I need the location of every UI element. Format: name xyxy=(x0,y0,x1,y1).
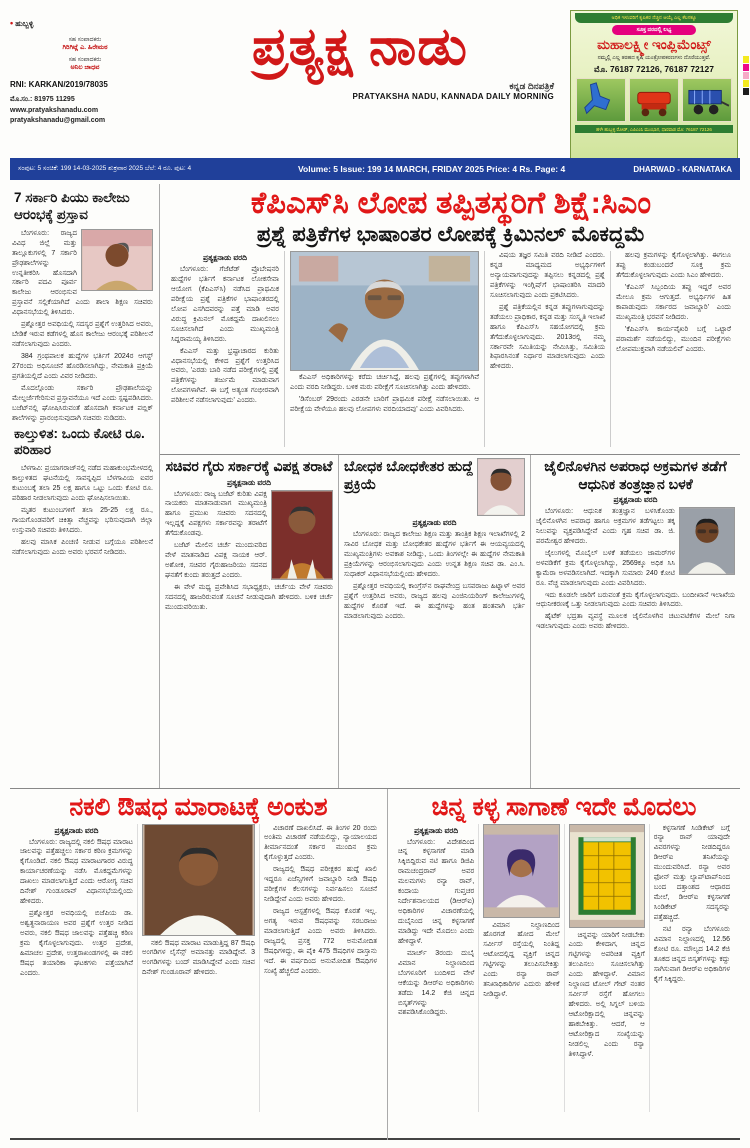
article-headline: ನಕಲಿ ಔಷಧ ಮಾರಾಟಕ್ಕೆ ಅಂಕುಶ xyxy=(69,793,328,821)
tagline-block xyxy=(160,81,560,101)
article-body: ಕಳ್ಳಸಾಗಣೆ ಸಿಂಡಿಕೇಟ್ ಬಗ್ಗೆ ರನ್ಯಾ ರಾವ್ ಯಾವುದೇ ವಿವರಗಳನ್ನು ನೀಡದಿದ್ದರೂ ಡಿಆರ್‌ಐ ತನಿಖೆಯನ್ನು ಮುಂದುವರಿಸಿದೆ. ರನ್ಯಾ ಅವರ ಫೋನ್ ಮತ್ತು ಲ್ಯಾಪ್‌ಟಾಪ್‌ನಿಂದ ಬಂದ ದತ್ತಾಂಶದ ಆಧಾರದ ಮೇಲೆ, ಡಿಆರ್‌ಐ ಕಳ್ಳಸಾಗಣೆ ಸಿಂಡಿಕೇಟ್ ಸದಸ್ಯರನ್ನು ಪತ್ತೆಹಚ್ಚಿದೆ. ನಟಿ ರನ್ಯಾ ಬೆಂಗಳೂರು ವಿಮಾನ ನಿಲ್ದಾಣದಲ್ಲಿ 12.56 ಕೋಟಿ ರೂ. ಮೌಲ್ಯದ 14.2 ಕೆಜಿ ತೂಕದ ಚಿನ್ನದ ಬಿಸ್ಕತ್‌ಗಳನ್ನು ಕದ್ದು ಸಾಗಿಸುವಾಗ ಡಿಆರ್‌ಐ ಅಧಿಕಾರಿಗಳ ಕೈಗೆ ಸಿಕ್ಕಿದ್ದರು. xyxy=(653,824,730,983)
gs-col-3 xyxy=(564,824,649,1112)
lead-headline: ಕೆಪಿಎಸ್‌ಸಿ ಲೋಪ ತಪ್ಪಿತಸ್ಥರಿಗೆ ಶಿಕ್ಷೆ:ಸಿಎಂ xyxy=(250,185,652,220)
article-minister-absent xyxy=(160,455,338,788)
edition-info-bar xyxy=(10,158,740,180)
fm-col-3 xyxy=(259,824,381,1112)
color-mark-yellow2 xyxy=(743,80,749,87)
info-english: Volume: 5 Issue: 199 14 MARCH, FRIDAY 2025 Price: 4 Rs. Page: 4 xyxy=(298,164,566,174)
masthead-header xyxy=(0,0,750,156)
article-teaching-posts xyxy=(338,455,530,788)
print-registration-marks xyxy=(743,56,749,96)
ad-ribbon: ಸೂಕ್ತ ದರದಲ್ಲಿ ಲಭ್ಯ xyxy=(612,25,696,35)
minister-sudhakar-photo xyxy=(477,458,525,516)
tagline-english: PRATYAKSHA NADU, KANNADA DAILY MORNING xyxy=(352,91,554,101)
staff-entry xyxy=(10,57,160,72)
gs-col-4 xyxy=(649,824,734,1112)
color-mark-black xyxy=(743,88,749,95)
article-headline: ಕಾಲ್ತುಳಿತ: ಒಂದು ಕೋಟಿ ರೂ. ಪರಿಹಾರ xyxy=(14,425,145,458)
article-headline: 7 ಸರ್ಕಾರಿ ಪಿಯು ಕಾಲೇಜು ಆರಂಭಕ್ಕೆ ಪ್ರಸ್ತಾವ xyxy=(14,190,130,222)
gs-col-2 xyxy=(478,824,563,1112)
ad-top-line: ಅಧಿಕ ಇಳುವರಿಗೆ ಕೃಷಿಕರ ನೆಚ್ಚಿನ ಆಯ್ಕೆ ಎಲ್ಲ ಕೆಲಸಕ್ಕೂ xyxy=(575,13,733,23)
color-mark-pink xyxy=(743,72,749,79)
article-body: ಬೆಳಗಾವಿ: ಪ್ರಯಾಗರಾಜ್‌ನಲ್ಲಿ ನಡೆದ ಮಹಾಕುಂಭಮೇಳದಲ್ಲಿ ಕಾಲ್ತುಳಿತದ ಘಟನೆಯಲ್ಲಿ ಸಾವನ್ನಪ್ಪಿದ ಬೆಳಗಾವಿಯ ಐವರ ಕುಟುಂಬಕ್ಕೆ ತಲಾ 25 ಲಕ್ಷ ಹಾಗೂ ಒಟ್ಟು ಒಂದು ಕೋಟಿ ರೂ. ಪರಿಹಾರ ನೀಡಲಾಗುವುದು ಎಂದು ಘೋಷಿಸಲಾಯಿತು. ಮೃತರ ಕುಟುಂಬಗಳಿಗೆ ತಲಾ 25-25 ಲಕ್ಷ ರೂ., ಗಾಯಗೊಂಡವರಿಗೆ ಚಿಕಿತ್ಸಾ ವೆಚ್ಚವನ್ನು ಭರಿಸುವುದಾಗಿ ಜಿಲ್ಲಾ ಉಸ್ತುವಾರಿ ಸಚಿವರು ತಿಳಿಸಿದರು. ಹಲವು ಮಾಸಿಕ ಪಿಂಚಣಿ ನೀಡುವ ಬಗ್ಗೆಯೂ ಪರಿಶೀಲನೆ ನಡೆಸಲಾಗುವುದು ಎಂದು ಅವರು ಭರವಸೆ ನೀಡಿದರು. xyxy=(12,465,153,556)
left-column xyxy=(10,184,160,788)
staff-name: ಗಿರಿಗಿಟ್ಲೆ ಎ. ಹಿರೇಮಠ xyxy=(62,44,108,51)
article-headline: ಜೈಲಿನೊಳಗಿನ ಅಪರಾಧ ಅಕ್ರಮಗಳ ತಡೆಗೆ ಆಧುನಿಕ ತಂತ್ರಜ್ಞಾನ ಬಳಕೆ xyxy=(544,458,727,492)
bottom-row xyxy=(10,788,740,1140)
article-columns xyxy=(16,824,381,1112)
color-mark-magenta xyxy=(743,64,749,71)
phone-number: ಮೊ.ಸಂ.: 81975 11295 xyxy=(10,96,75,103)
ad-description: ನಮ್ಮಲ್ಲಿ ಎಲ್ಲ ತರಹದ ಕೃಷಿ ಯಂತ್ರೋಪಕರಣಗಳು ದೊರೆಯುತ್ತವೆ. xyxy=(597,55,711,61)
info-place: DHARWAD - KARNATAKA xyxy=(633,164,732,174)
ad-address-line: ಹಳೇ ಹುಬ್ಬಳ್ಳಿ ರೋಡ್, ಎಪಿಎಂಸಿ ಮುಂಭಾಗ, ಧಾರವಾಡ ಮೊ: 76187 72126 xyxy=(575,125,733,133)
tagline-kannada: ಕನ್ನಡ ದಿನಪತ್ರಿಕೆ xyxy=(509,80,554,91)
lead-col-2 xyxy=(284,251,484,447)
article-headline: ಸಚಿವರ ಗೈರು ಸರ್ಕಾರಕ್ಕೆ ವಿಪಕ್ಷ ತರಾಟೆ xyxy=(165,458,333,474)
staff-entry xyxy=(10,37,160,52)
staff-name: ಅನಿಲ ಜಾಧವ xyxy=(70,64,100,71)
article-body: ಬೆಂಗಳೂರು: ಆಧುನಿಕ ತಂತ್ರಜ್ಞಾನ ಬಳಸಿಕೊಂಡು ಜೈಲಿನೊಳಗಿನ ಅಪರಾಧ ಹಾಗೂ ಅಕ್ರಮಗಳ ತಡೆಗಟ್ಟಲು ತಕ್ಕ ನಿಲುವನ್ನು ವ್ಯಕ್ತಪಡಿಸಿದ್ದೇವೆ ಎಂದು ಗೃಹ ಸಚಿವ ಡಾ. ಜಿ. ಪರಮೇಶ್ವರ ಹೇಳಿದರು. ಜೈಲುಗಳಲ್ಲಿ ಮೊಬೈಲ್ ಬಳಕೆ ತಡೆಯಲು ಜಾಮರ್‌ಗಳ ಅಳವಡಿಕೆಗೆ ಕ್ರಮ ಕೈಗೊಳ್ಳಲಾಗಿದ್ದು, 2569ಕ್ಕೂ ಅಧಿಕ ಸಿಸಿ ಕ್ಯಾಮೆರಾ ಅಳವಡಿಸಲಾಗಿದೆ. ಇದಕ್ಕಾಗಿ ಸುಮಾರು 240 ಕೋಟಿ ರೂ. ವೆಚ್ಚ ಮಾಡಲಾಗುವುದು ಎಂದು ವಿವರಿಸಿದರು. ಇದು ಕೂಡಲೇ ಜಾರಿಗೆ ಬರುವಂತೆ ಕ್ರಮ ಕೈಗೊಳ್ಳಲಾಗುವುದು. ಬಂದೀಖಾನೆ ಇಲಾಖೆಯ ಆಧುನೀಕರಣಕ್ಕೆ ಒತ್ತು ನೀಡಲಾಗುವುದು ಎಂದು ಸಚಿವರು ತಿಳಿಸಿದರು. ಹೈಟೆಕ್ ಭದ್ರತಾ ವ್ಯವಸ್ಥೆ ಮೂಲಕ ಜೈಲಿನೊಳಗಿನ ಚಟುವಟಿಕೆಗಳ ಮೇಲೆ ನಿಗಾ ಇಡಲಾಗುವುದು ಎಂದು ಅವರು ಹೇಳಿದರು. xyxy=(536,508,735,631)
article-body: ಬೆಂಗಳೂರು: ರಾಜ್ಯದ ಕಾಲೇಜು ಶಿಕ್ಷಣ ಮತ್ತು ತಾಂತ್ರಿಕ ಶಿಕ್ಷಣ ಇಲಾಖೆಗಳಲ್ಲಿ 2 ಸಾವಿರ ಬೋಧಕ ಮತ್ತು ಬೋಧಕೇತರ ಹುದ್ದೆಗಳ ಭರ್ತಿಗೆ ಈ ಆಯವ್ಯಯದಲ್ಲಿ ಮುಖ್ಯಮಂತ್ರಿಗಳು ಅವಕಾಶ ನೀಡಿದ್ದು, ಒಂದು ತಿಂಗಳಲ್ಲೇ ಈ ಹುದ್ದೆಗಳ ನೇಮಕಾತಿ ಪ್ರಕ್ರಿಯೆಗಳನ್ನು ಆರಂಭಿಸಲಾಗುವುದು ಎಂದು ಉನ್ನತ ಶಿಕ್ಷಣ ಸಚಿವ ಡಾ. ಎಂ.ಸಿ. ಸುಧಾಕರ್ ವಿಧಾನಸಭೆಯಲ್ಲಿಂದು ಹೇಳಿದರು. ಪ್ರಶ್ನೋತ್ತರ ಅವಧಿಯಲ್ಲಿ ಕಾಂಗ್ರೆಸ್‌ನ ರಾಘವೇಂದ್ರ ಬಸವರಾಜು ಹಿಟ್ನಾಳ್ ಅವರ ಪ್ರಶ್ನೆಗೆ ಉತ್ತರಿಸಿದ ಅವರು, ರಾಜ್ಯದ ಹಲವು ಎಂಜಿನಿಯರಿಂಗ್ ಕಾಲೇಜುಗಳಲ್ಲಿ ಹುದ್ದೆಗಳ ಕೊರತೆ ಇದೆ. ಈ ಹುದ್ದೆಗಳನ್ನು ಹಂತ ಹಂತವಾಗಿ ಭರ್ತಿ ಮಾಡಲಾಗುವುದು ಎಂದರು. xyxy=(344,531,525,620)
page-content xyxy=(10,184,740,1140)
byline: ಪ್ರತ್ಯಕ್ಷನಾಡು ವರದಿ xyxy=(203,253,247,263)
gs-col-1 xyxy=(394,824,478,1112)
ad-title: ಮಹಾಲಕ್ಷ್ಮೀ ಇಂಪ್ಲಿಮೆಂಟ್ಸ್ xyxy=(597,37,711,52)
cm-press-photo xyxy=(290,251,479,371)
fm-col-2 xyxy=(137,824,259,1112)
info-kannada: ಸಂಪುಟ: 5 ಸಂಚಿಕೆ: 199 14-03-2025 ಶುಕ್ರವಾರ 2025 ಬೆಲೆ: 4 ರೂ. ಪುಟ: 4 xyxy=(18,165,192,172)
lead-subheadline: ಪ್ರಶ್ನೆ ಪತ್ರಿಕೆಗಳ ಭಾಷಾಂತರ ಲೋಪಕ್ಕೆ ಕ್ರಿಮಿನಲ್ ಮೊಕದ್ದಮೆ xyxy=(256,223,646,247)
article-stampede xyxy=(12,426,153,558)
lead-col1-text: ಬೆಂಗಳೂರು: ಗೆಜೆಟೆಡ್ ಪ್ರೊಬೇಷನರಿ ಹುದ್ದೆಗಳ ಭರ್ತಿಗೆ ಕರ್ನಾಟಕ ಲೋಕಸೇವಾ ಆಯೋಗ (ಕೆಪಿಎಸ್‌ಸಿ) ನಡೆಸಿದ ಪ್ರಾಥಮಿಕ ಪರೀಕ್ಷೆಯ ಪ್ರಶ್ನೆ ಪತ್ರಿಕೆಗಳ ಭಾಷಾಂತರದಲ್ಲಿ ಲೋಪ ಎಸಗಿದವರನ್ನು ಪತ್ತೆ ಮಾಡಿ ಅವರ ವಿರುದ್ಧ ಕ್ರಿಮಿನಲ್ ಮೊಕದ್ದಮೆ ದಾಖಲಿಸಲು ಸೂಚಿಸಲಾಗಿದೆ ಎಂದು ಮುಖ್ಯಮಂತ್ರಿ ಸಿದ್ದರಾಮಯ್ಯ ತಿಳಿಸಿದರು. ಕೆಎಎಸ್ ಮತ್ತು ಭ್ರಷ್ಟಾಚಾರದ ಕುರಿತು ವಿಧಾನಸಭೆಯಲ್ಲಿ ಕೇಳಿದ ಪ್ರಶ್ನೆಗೆ ಉತ್ತರಿಸಿದ ಅವರು, 'ಎರಡು ಬಾರಿ ನಡೆದ ಪರೀಕ್ಷೆಗಳಲ್ಲಿ ಪ್ರಶ್ನೆ ಪತ್ರಿಕೆಗಳನ್ನು ತರ್ಜುಮೆ ಮಾಡುವಾಗ ಲೋಪಗಳಾಗಿವೆ. ಈ ಬಗ್ಗೆ ಅತ್ಯಂತ ಗಂಭೀರವಾಗಿ ಪರಿಶೀಲನೆ ನಡೆಸಲಾಗುವುದು' ಎಂದರು. xyxy=(171,266,279,405)
headline-with-photo xyxy=(344,458,525,516)
advertisement-mahalakshmi-implements xyxy=(570,10,738,162)
health-minister-photo xyxy=(142,824,255,936)
byline: ಪ್ರತ್ಯಕ್ಷನಾಡು ವರದಿ xyxy=(54,825,99,835)
ad-phone-numbers: ಮೊ. 76187 72126, 76187 72127 xyxy=(594,64,714,74)
opposition-leader-photo xyxy=(271,490,333,580)
rotavator-image xyxy=(629,78,679,122)
byline: ಪ್ರತ್ಯಕ್ಷನಾಡು ವರದಿ xyxy=(414,825,459,835)
article-lead-kpsc xyxy=(160,184,740,454)
byline: ಪ್ರತ್ಯಕ್ಷನಾಡು ವರದಿ xyxy=(412,518,457,527)
lead-col3-text: ವಿಷಯ ತಜ್ಞರ ಸಮಿತಿ ವರದಿ ನೀಡಿದೆ ಎಂದರು. ಕನ್ನಡ ಮಾಧ್ಯಮದ ಅಭ್ಯರ್ಥಿಗಳಿಗೆ ಅನ್ಯಾಯವಾಗುವುದನ್ನು ತಪ್ಪಿಸಲು ಕನ್ನಡದಲ್ಲಿ ಪ್ರಶ್ನೆ ಪತ್ರಿಕೆಗಳನ್ನು ಇಂಗ್ಲಿಷ್‌ಗೆ ಭಾಷಾಂತರಿಸಿ ಮಾದರಿ ಸೂಚಿಸಲಾಗುವುದು ಎಂದು ಪ್ರಕಟಿಸಿದರು. ಪ್ರಶ್ನೆ ಪತ್ರಿಕೆಯಲ್ಲಿನ ಕನ್ನಡ ತಪ್ಪುಗಳಾಗುವುದನ್ನು ತಡೆಯಲು ಪ್ರಾಧಿಕಾರ, ಕನ್ನಡ ಮತ್ತು ಸಂಸ್ಕೃತಿ ಇಲಾಖೆ ಹಾಗೂ ಕೆಪಿಎಸ್‌ಸಿ ಸಹಯೋಗದಲ್ಲಿ ಕ್ರಮ ತೆಗೆದುಕೊಳ್ಳಲಾಗುವುದು. 2013ರಲ್ಲಿ ನಮ್ಮ ಸರ್ಕಾರವೇ ಸಮಿತಿಯನ್ನು ನೇಮಿಸಿತ್ತು, ಸಮಿತಿಯ ಶಿಫಾರಸಿನಂತೆ ನಿರ್ಧಾರ ಮಾಡಲಾಗುವುದು ಎಂದು ಹೇಳಿದರು. xyxy=(490,252,605,371)
color-mark-yellow xyxy=(743,56,749,63)
trailer-image xyxy=(682,78,732,122)
home-minister-photo xyxy=(679,507,735,575)
ad-equipment-images xyxy=(571,75,737,122)
actress-ranya-rao-photo xyxy=(483,824,559,918)
article-body: ಬೆಂಗಳೂರು: ರಾಜ್ಯದಲ್ಲಿ ನಕಲಿ ಔಷಧ ಮಾರಾಟ ಜಾಲವನ್ನು ಪತ್ತೆಹಚ್ಚಲು ಸರ್ಕಾರ ಕಠಿಣ ಕ್ರಮಗಳನ್ನು ಕೈಗೊಂಡಿದೆ. ನಕಲಿ ಔಷಧ ಮಾರಾಟಗಾರರ ವಿರುದ್ಧ ಕಾರ್ಯಾಚರಣೆಯನ್ನು ನಡೆಸಿ ಮೊಕದ್ದಮೆಗಳನ್ನು ದಾಖಲು ಮಾಡಲಾಗುತ್ತಿದೆ ಎಂದು ಆರೋಗ್ಯ ಸಚಿವ ದಿನೇಶ್ ಗುಂಡೂರಾವ್ ವಿಧಾನಸಭೆಯಲ್ಲಿಂದು ಹೇಳಿದರು. ಪ್ರಶ್ನೋತ್ತರ ಅವಧಿಯಲ್ಲಿ ಬಿಜೆಪಿಯ ಡಾ. ಅಶ್ವತ್ಥನಾರಾಯಣ ಅವರ ಪ್ರಶ್ನೆಗೆ ಉತ್ತರ ನೀಡಿದ ಅವರು, ನಕಲಿ ಔಷಧ ಜಾಲವನ್ನು ಪತ್ತೆಹಚ್ಚಿ ಕಠಿಣ ಕ್ರಮ ಕೈಗೊಳ್ಳಲಾಗುವುದು. ಉತ್ತರ ಪ್ರದೇಶ, ಹಿಮಾಚಲ ಪ್ರದೇಶ, ಉತ್ತರಾಖಂಡಗಳಲ್ಲಿ ಈ ನಕಲಿ ಔಷಧ ತಯಾರಿಕಾ ಘಟಕಗಳು ಪತ್ತೆಯಾಗಿವೆ ಎಂದರು. xyxy=(20,838,133,977)
rni-number: RNI: KARKAN/2019/78035 xyxy=(10,80,108,89)
newspaper-title: ಪ್ರತ್ಯಕ್ಷ ನಾಡು xyxy=(252,18,468,76)
masthead-center xyxy=(160,20,560,101)
plough-image xyxy=(576,78,626,122)
staff-role: ಸಹ ಸಂಪಾದಕರು xyxy=(68,37,102,43)
article-body: ಬೆಂಗಳೂರು: ರಾಜ್ಯದ ವಿವಿಧ ಜಿಲ್ಲೆ ಮತ್ತು ತಾಲ್ಲೂಕುಗಳಲ್ಲಿ 7 ಸರ್ಕಾರಿ ಪ್ರೌಢಶಾಲೆಗಳನ್ನು ಉನ್ನತೀಕರಿಸಿ ಹೊಸದಾಗಿ ಸರ್ಕಾರಿ ಪದವಿ ಪೂರ್ವ ಕಾಲೇಜು ಆರಂಭಿಸುವ ಪ್ರಸ್ತಾವನೆ ಸಲ್ಲಿಕೆಯಾಗಿದೆ ಎಂದು ಶಾಲಾ ಶಿಕ್ಷಣ ಸಚಿವರು ವಿಧಾನಸಭೆಯಲ್ಲಿ ತಿಳಿಸಿದರು. ಪ್ರಶ್ನೋತ್ತರ ಅವಧಿಯಲ್ಲಿ ಸದಸ್ಯರ ಪ್ರಶ್ನೆಗೆ ಉತ್ತರಿಸಿದ ಅವರು, ಬೇಡಿಕೆ ಇರುವ ಕಡೆಗಳಲ್ಲಿ ಹೊಸ ಕಾಲೇಜು ಆರಂಭಕ್ಕೆ ಪರಿಶೀಲನೆ ನಡೆಸಲಾಗುವುದು ಎಂದರು. 384 ಗ್ರಂಥಪಾಲಕ ಹುದ್ದೆಗಳ ಭರ್ತಿಗೆ 2024ರ ಆಗಸ್ಟ್ 27ರಂದು ಅಧಿಸೂಚನೆ ಹೊರಡಿಸಲಾಗಿದ್ದು, ನೇಮಕಾತಿ ಪ್ರಕ್ರಿಯೆ ಪ್ರಗತಿಯಲ್ಲಿದೆ ಎಂದು ವಿವರ ನೀಡಿದರು. ಮೊದಲ್ಗೊಂಡು ಸರ್ಕಾರಿ ಪ್ರೌಢಶಾಲೆಯನ್ನು ಮೇಲ್ದರ್ಜೆಗೇರಿಸುವ ಪ್ರಸ್ತಾವನೆಯೂ ಇದೆ ಎಂದು ಸ್ಪಷ್ಟಪಡಿಸಿದರು. ಬಜೆಟ್‌ನಲ್ಲಿ ಘೋಷಿಸಿರುವಂತೆ ಹೊಸದಾಗಿ ಕರ್ನಾಟಕ ಪಬ್ಲಿಕ್ ಶಾಲೆಗಳನ್ನು ಪ್ರಾರಂಭಿಸುವುದಾಗಿ ಸಚಿವರು ನುಡಿದರು. xyxy=(12,229,153,422)
website-url: www.pratyakshanadu.com xyxy=(10,106,99,114)
edition-label: • ಹುಬ್ಬಳ್ಳಿ xyxy=(10,18,34,28)
article-body: ವಿಮಾನ ನಿಲ್ದಾಣದಿಂದ ಹೊರಗಡೆ ಹೋದ ಮೇಲೆ ಸರ್ವೀಸ್ ರಸ್ತೆಯಲ್ಲಿ ನಿಂತಿದ್ದ ಆಟೋದಲ್ಲಿದ್ದ ವ್ಯಕ್ತಿಗೆ ಚಿನ್ನದ ಗಟ್ಟಿಗಳನ್ನು ತಲುಪಿಸಬೇಕಿತ್ತು ಎಂದು ರನ್ಯಾ ರಾವ್ ತನಿಖಾಧಿಕಾರಿಗಳ ಎದುರು ಹೇಳಿಕೆ ನೀಡಿದ್ದಾಳೆ. xyxy=(483,921,560,999)
article-body: ಬೆಂಗಳೂರು: ವಿದೇಶದಿಂದ ಚಿನ್ನ ಕಳ್ಳಸಾಗಣೆ ಮಾಡಿ ಸಿಕ್ಕಿಬಿದ್ದಿರುವ ನಟಿ ಹಾಗೂ ಡಿಜಿಪಿ ರಾಮಚಂದ್ರರಾವ್ ಅವರ ಮಲಮಗಳು ರನ್ಯಾ ರಾವ್, ಕಂದಾಯ ಗುಪ್ತಚರ ನಿರ್ದೇಶನಾಲಯದ (ಡಿಆರ್‌ಐ) ಅಧಿಕಾರಿಗಳ ವಿಚಾರಣೆಯಲ್ಲಿ ದುಬೈನಿಂದ ಚಿನ್ನ ಕಳ್ಳಸಾಗಣೆ ಮಾಡಿದ್ದು ಇದೇ ಮೊದಲು ಎಂದು ಹೇಳಿದ್ದಾಳೆ. ಮಾರ್ಚ್ 3ರಂದು ದುಬೈ ವಿಮಾನ ನಿಲ್ದಾಣದಿಂದ ಬೆಂಗಳೂರಿಗೆ ಬಂದಿಳಿದ ವೇಳೆ ಆಕೆಯನ್ನು ಡಿಆರ್‌ಐ ಅಧಿಕಾರಿಗಳು ತಡೆದು 14.2 ಕೆಜಿ ಚಿನ್ನದ ಬಿಸ್ಕತ್‌ಗಳನ್ನು ವಶಪಡಿಸಿಕೊಂಡಿದ್ದರು. xyxy=(398,838,475,1017)
bullet-icon: • xyxy=(10,18,14,28)
masthead-left-block xyxy=(10,18,160,127)
lead-columns xyxy=(166,251,736,447)
staff-role: ಸಹ ಸಂಪಾದಕರು xyxy=(68,57,102,63)
article-body: ಬೆಂಗಳೂರು: ರಾಜ್ಯ ಬಜೆಟ್ ಕುರಿತು ವಿಪಕ್ಷ ನಾಯಕರು ಮಾತನಾಡುವಾಗ ಮುಖ್ಯಮಂತ್ರಿ ಹಾಗೂ ಪ್ರಮುಖ ಸಚಿವರು ಸದನದಲ್ಲಿ ಇಲ್ಲದ್ದಕ್ಕೆ ವಿಪಕ್ಷಗಳು ಸರ್ಕಾರವನ್ನು ತರಾಟೆಗೆ ತೆಗೆದುಕೊಂಡವು. ಬಜೆಟ್ ಮೇಲಿನ ಚರ್ಚೆ ಮುಂದುವರಿದ ವೇಳೆ ಮಾತನಾಡಿದ ವಿಪಕ್ಷ ನಾಯಕ ಆರ್. ಅಶೋಕ, ಸಚಿವರ ಗೈರುಹಾಜರಿಯು ಸದನದ ಘನತೆಗೆ ಕುಂದು ತರುತ್ತದೆ ಎಂದರು. ಈ ವೇಳೆ ಮಧ್ಯ ಪ್ರವೇಶಿಸಿದ ಸಭಾಧ್ಯಕ್ಷರು, ಚರ್ಚೆಯ ವೇಳೆ ಸಚಿವರು ಸದನದಲ್ಲಿ ಹಾಜರಿರುವಂತೆ ಸೂಚನೆ ನೀಡುವುದಾಗಿ ಹೇಳಿದರು. ಬಳಿಕ ಚರ್ಚೆ ಮುಂದುವರಿಯಿತು. xyxy=(165,490,333,611)
byline: ಪ್ರತ್ಯಕ್ಷನಾಡು ವರದಿ xyxy=(613,495,658,504)
middle-row xyxy=(160,454,740,788)
lead-col-4 xyxy=(610,251,736,447)
lead-col2-text: ಕೆಎಎಸ್ ಅಧಿಕಾರಿಗಳನ್ನು ಕರೆದು ಚರ್ಚಿಸಿದ್ದೆ, ಹಲವು ಪ್ರಶ್ನೆಗಳಲ್ಲಿ ತಪ್ಪುಗಳಾಗಿವೆ ಎಂದು ವರದಿ ನೀಡಿದ್ದರು. ಬಳಿಕ ಮರು ಪರೀಕ್ಷೆಗೆ ಸೂಚಿಸಲಾಗಿತ್ತು ಎಂದು ಹೇಳಿದರು. 'ಡಿಸೆಂಬರ್ 29ರಂದು ಎರಡನೇ ಬಾರಿಗೆ ಪ್ರಾಥಮಿಕ ಪರೀಕ್ಷೆ ನಡೆಸಲಾಯಿತು. ಆ ಪರೀಕ್ಷೆಯ ವೇಳೆಯೂ ಹಲವು ಲೋಪಗಳು ವರದಿಯಾದವು' ಎಂದು ವಿವರಿಸಿದರು. xyxy=(290,374,479,413)
article-columns xyxy=(394,824,734,1112)
article-jail-technology xyxy=(530,455,740,788)
lead-col4-text: ಹಲವು ಕ್ರಮಗಳನ್ನು ಕೈಗೊಳ್ಳಲಾಗಿತ್ತು. ಈಗಲೂ ತಪ್ಪು ಕಂಡುಬಂದರೆ ಸೂಕ್ತ ಕ್ರಮ ತೆಗೆದುಕೊಳ್ಳಲಾಗುವುದು ಎಂದು ಸಿಎಂ ಹೇಳಿದರು. 'ಕೆಎಎಸ್ ಸಿಬ್ಬಂದಿಯ ತಪ್ಪು ಇದ್ದರೆ ಅವರ ಮೇಲೂ ಕ್ರಮ ಆಗುತ್ತದೆ. ಅಭ್ಯರ್ಥಿಗಳ ಹಿತ ಕಾಪಾಡುವುದು ಸರ್ಕಾರದ ಜವಾಬ್ದಾರಿ' ಎಂದು ಮುಖ್ಯಮಂತ್ರಿ ಭರವಸೆ ನೀಡಿದರು. 'ಕೆಪಿಎಸ್‌ಸಿ ಕಾರ್ಯವೈಖರಿ ಬಗ್ಗೆ ಒಟ್ಟಾರೆ ಪರಾಮರ್ಶೆ ನಡೆಯಲಿದ್ದು, ಮುಂದಿನ ಪರೀಕ್ಷೆಗಳು ಲೋಪಮುಕ್ತವಾಗಿ ನಡೆಯಲಿವೆ' ಎಂದರು. xyxy=(616,252,731,353)
article-headline: ಬೋಧಕ ಬೋಧಕೇತರ ಹುದ್ದೆ ಪ್ರಕ್ರಿಯೆ xyxy=(344,458,474,492)
email-address: pratyakshanadu@gmail.com xyxy=(10,117,106,124)
article-fake-medicine xyxy=(10,789,388,1140)
article-pu-college xyxy=(12,190,153,424)
fm-col-1 xyxy=(16,824,137,1112)
top-zone xyxy=(10,184,740,788)
article-body: ಚಿನ್ನವನ್ನು ಯಾರಿಗೆ ನೀಡಬೇಕು ಎಂದು ಕೇಳಿದಾಗ, ಚಿನ್ನದ ಗಟ್ಟಿಗಳನ್ನು ಅಪರಿಚಿತ ವ್ಯಕ್ತಿಗೆ ತಲುಪಿಸಲು ಸೂಚಿಸಲಾಗಿತ್ತು ಎಂದು ಹೇಳಿದ್ದಾಳೆ. ವಿಮಾನ ನಿಲ್ದಾಣದ ಟೋಲ್ ಗೇಟ್ ನಂತರ ಸರ್ವೀಸ್ ರಸ್ತೆಗೆ ಹೋಗಲು ಹೇಳಿದರು. ಅಲ್ಲಿ ಸಿಗ್ನಲ್ ಬಳಿಯ ಆಟೋರಿಕ್ಷಾದಲ್ಲಿ ಚಿನ್ನವನ್ನು ಹಾಕಬೇಕಿತ್ತು. ಆದರೆ, ಆ ಆಟೋರಿಕ್ಷಾದ ಸಂಖ್ಯೆಯನ್ನು ನೀಡಲಿಲ್ಲ ಎಂದು ರನ್ಯಾ ತಿಳಿಸಿದ್ದಾಳೆ. xyxy=(568,931,645,1058)
pu-college-photo xyxy=(81,229,153,291)
article-headline: ಚಿನ್ನ ಕಳ್ಳ ಸಾಗಾಣೆ ಇದೇ ಮೊದಲು xyxy=(431,793,697,821)
lead-col-1 xyxy=(166,251,284,447)
article-body: ನಕಲಿ ಔಷಧ ಮಾರಾಟ ಮಾಡುತ್ತಿದ್ದ 87 ಔಷಧಿ ಅಂಗಡಿಗಳ ಲೈಸೆನ್ಸ್ ಅಮಾನತ್ತು ಮಾಡಿದ್ದೇವೆ. 3 ಅಂಗಡಿಗಳನ್ನು ಬಂದ್ ಮಾಡಿಸಿದ್ದೇವೆ ಎಂದು ಸಚಿವ ದಿನೇಶ್ ಗುಂಡೂರಾವ್ ಹೇಳಿದರು. xyxy=(142,939,255,977)
article-gold-smuggling xyxy=(388,789,740,1140)
right-zone xyxy=(160,184,740,788)
lead-col-3 xyxy=(484,251,610,447)
article-body: ವಿಚಾರಣೆ ದಾಖಲಿಸಿದೆ. ಈ ತಿಂಗಳ 20 ರಂದು ಅಂತಿಮ ವಿಚಾರಣೆ ನಡೆಯಲಿದ್ದು, ನ್ಯಾಯಾಲಯದ ತೀರ್ಮಾನದಂತೆ ಸರ್ಕಾರ ಮುಂದಿನ ಕ್ರಮ ಕೈಗೊಳ್ಳುತ್ತದೆ ಎಂದರು. ರಾಜ್ಯದಲ್ಲಿ ಔಷಧ ಪರೀಕ್ಷಕರ ಹುದ್ದೆ ಖಾಲಿ ಇದ್ದರೂ ಏಜೆನ್ಸಿಗಳಿಗೆ ಜವಾಬ್ದಾರಿ ನೀಡಿ ಔಷಧಿ ಪರೀಕ್ಷೆಗಳ ಕೆಲಸಗಳನ್ನು ನಿರ್ವಹಿಸಲು ಸೂಚನೆ ನೀಡಿದ್ದೇವೆ ಎಂದು ಅವರು ಹೇಳಿದರು. ರಾಜ್ಯದ ಆಸ್ಪತ್ರೆಗಳಲ್ಲಿ ಔಷಧ ಕೊರತೆ ಇಲ್ಲ. ಅಗತ್ಯ ಇರುವ ಔಷಧವನ್ನು ಸರಬರಾಜು ಮಾಡಲಾಗುತ್ತಿದೆ ಎಂದು ಅವರು ತಿಳಿಸಿದರು. ರಾಜ್ಯದಲ್ಲಿ ಪ್ರಸಕ್ತ 772 ಅನುಮೋದಿತ ಔಷಧಿಗಳಿದ್ದು, ಈ ಪೈಕಿ 475 ಔಷಧಿಗಳ ದಾಸ್ತಾನು ಇದೆ. ಈ ವರ್ಷದಿಂದ ಅನುಮೋದಿತ ಔಷಧಿಗಳ ಸಂಖ್ಯೆ ಹೆಚ್ಚಲಿದೆ ಎಂದರು. xyxy=(264,824,377,975)
byline: ಪ್ರತ್ಯಕ್ಷನಾಡು ವರದಿ xyxy=(227,477,271,487)
seized-gold-package-photo xyxy=(569,824,645,928)
